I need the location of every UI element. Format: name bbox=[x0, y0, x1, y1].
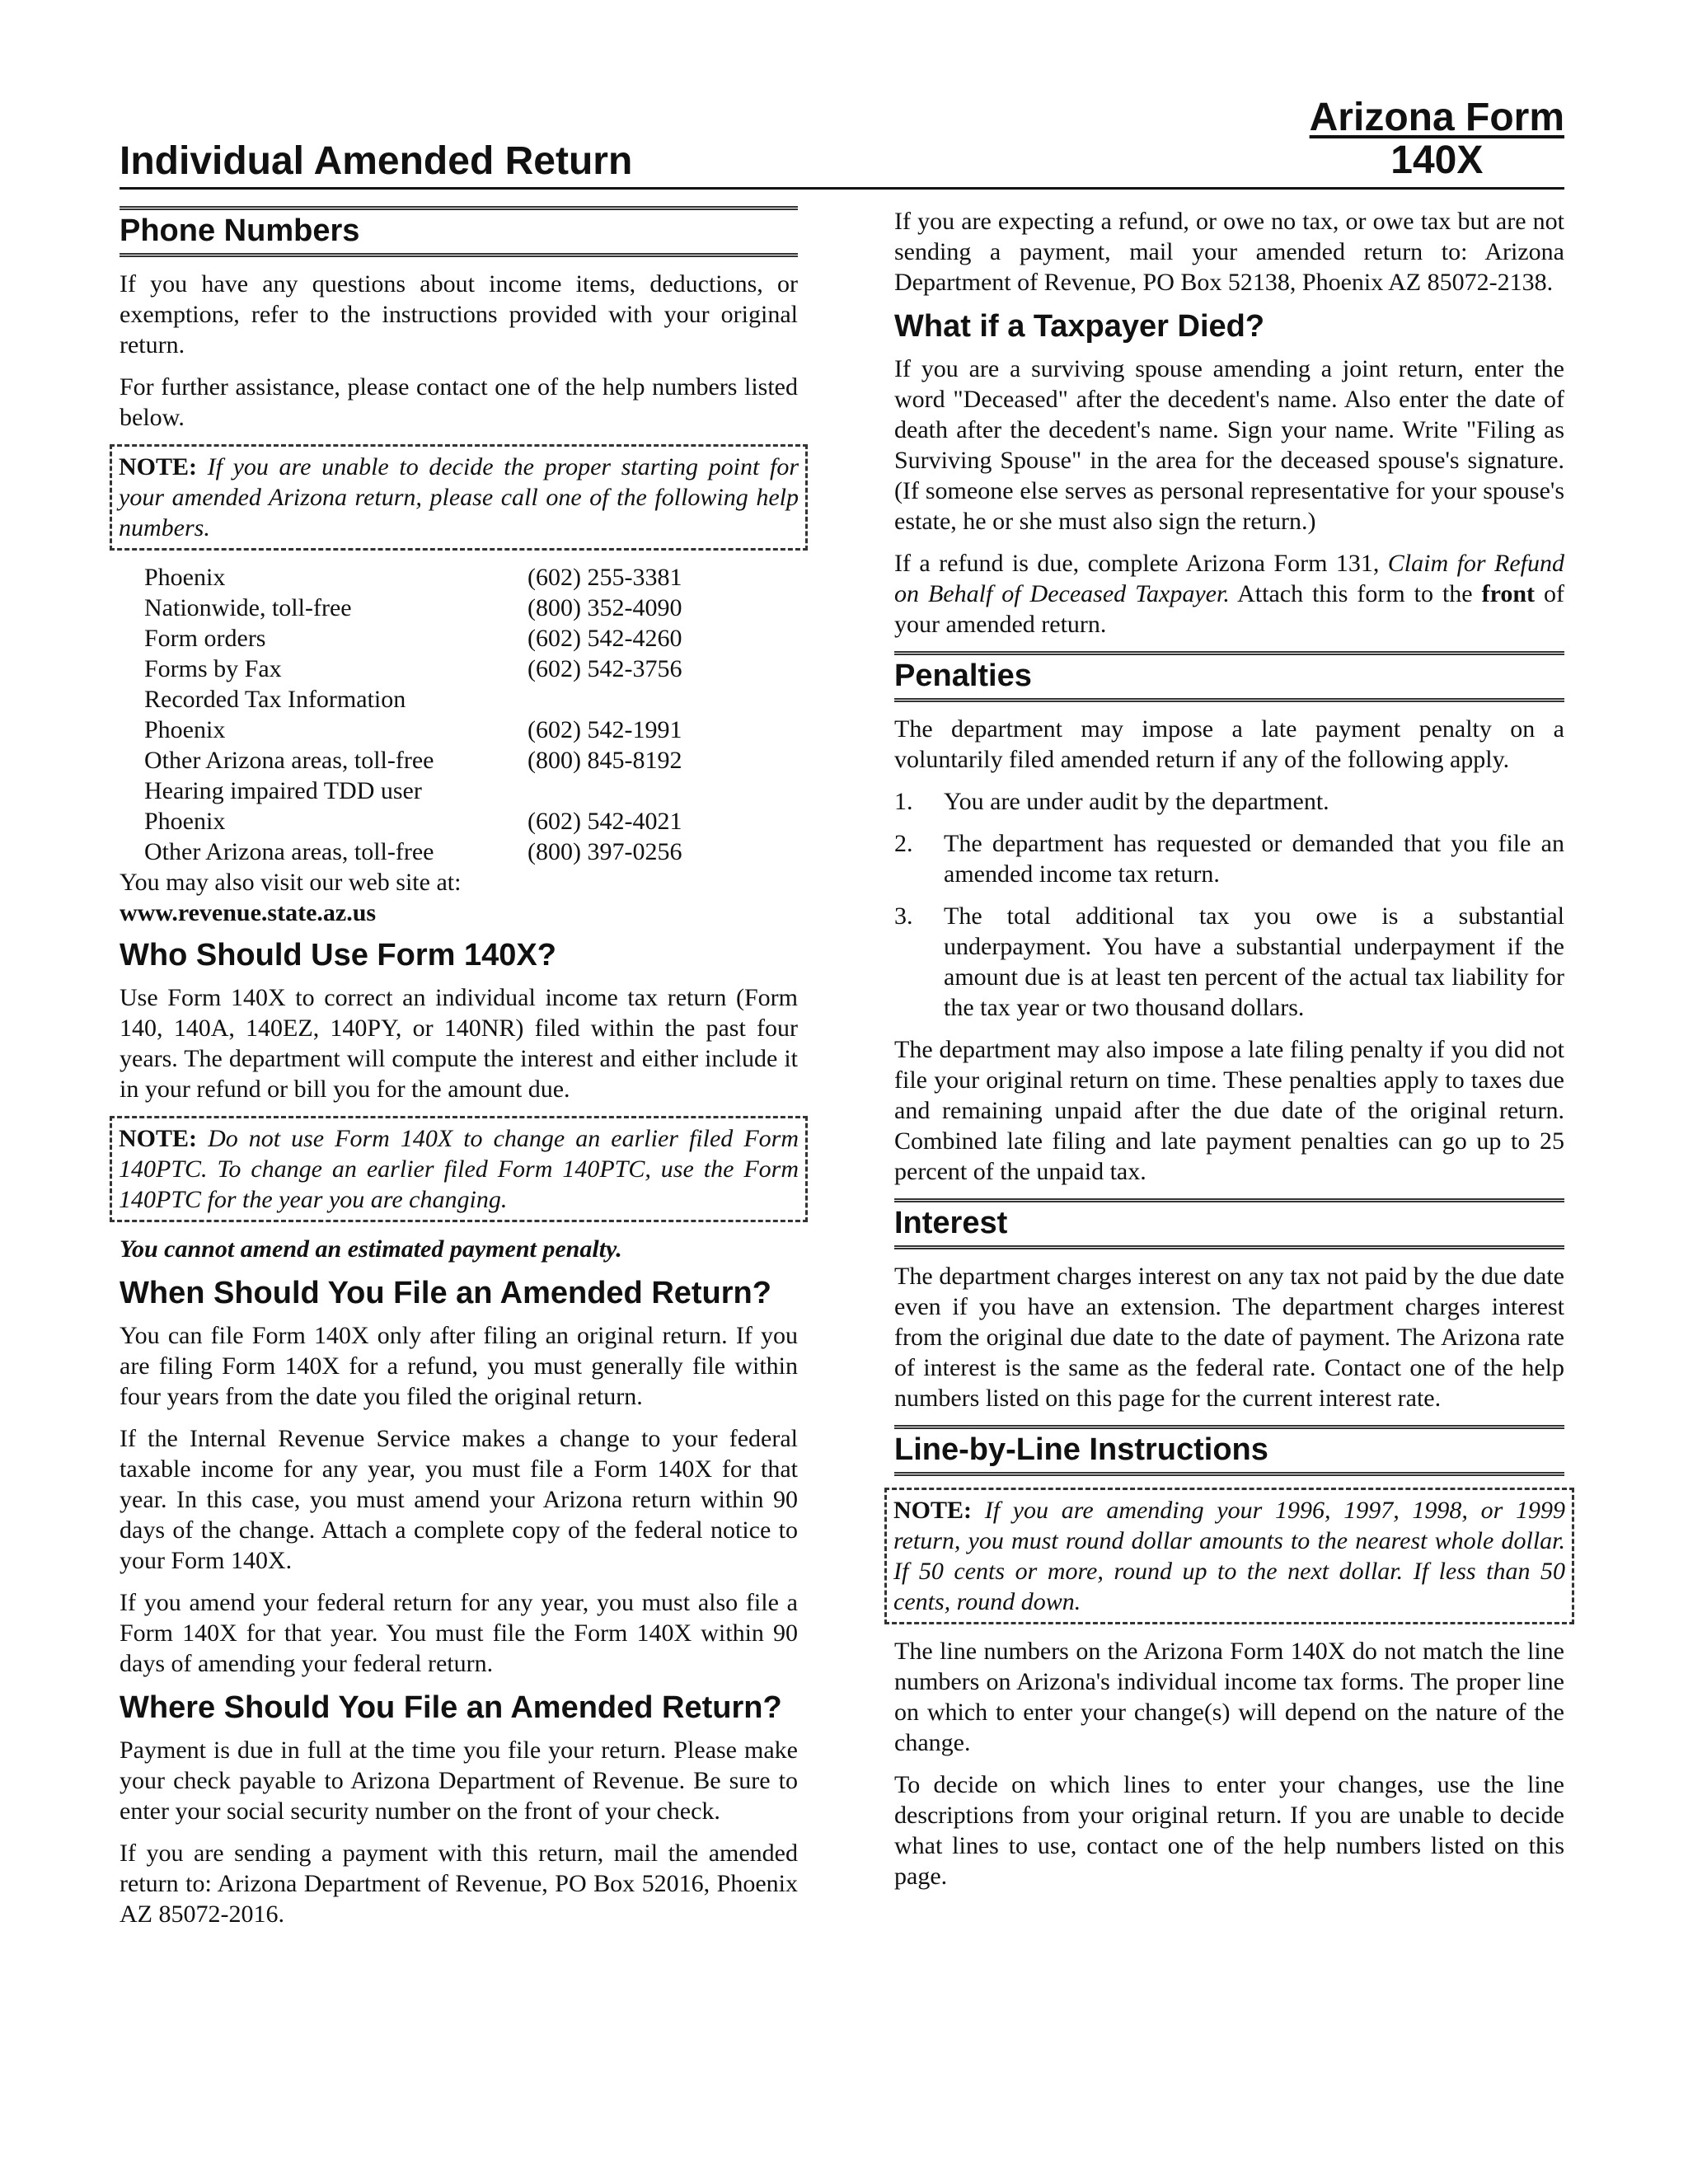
phone-row bbox=[144, 837, 682, 867]
who-should-paragraph: Use Form 140X to correct an individual income tax return (Form 140, 140A, 140EZ, 140PY, or 140NR) filed within the past four years. The department will compute the interest and either include it in your refund or bill you for the amount due. bbox=[120, 984, 798, 1103]
taxpayer-died-heading: What if a Taxpayer Died? bbox=[894, 309, 1265, 344]
interest-heading: Interest bbox=[894, 1206, 1008, 1240]
phone-name: Form orders bbox=[144, 625, 266, 652]
phone-row bbox=[144, 715, 682, 745]
line-by-line-paragraph-1: The line numbers on the Arizona Form 140X do not match the line numbers on Arizona's individual income tax forms. The proper line on which to enter your change(s) will depend on the nature of the change. bbox=[894, 1638, 1564, 1756]
list-number: 3. bbox=[894, 902, 913, 930]
note-label: NOTE: bbox=[119, 1125, 198, 1152]
when-should-paragraph-2: If the Internal Revenue Service makes a change to your federal taxable income for any year, you must file a Form 140X for that year. In this case, you must amend your Arizona return within 90 days of the change. Attach a complete copy of the federal notice to your Form 140X. bbox=[120, 1425, 798, 1574]
phone-list bbox=[144, 562, 682, 867]
text-run: of your amended return. bbox=[894, 580, 1564, 638]
list-text: The total additional tax you owe is a substantial underpayment. You have a substantial underpayment if the amount due is at least ten percent of the actual tax liability for the tax year or two thousand dollars. bbox=[944, 902, 1564, 1021]
phone-number: (602) 542-4021 bbox=[528, 808, 682, 835]
phone-name: Other Arizona areas, toll-free bbox=[144, 838, 434, 865]
phone-name: Phoenix bbox=[144, 808, 226, 835]
interest-paragraph: The department charges interest on any tax not paid by the due date even if you have an extension. The department charges interest from the original due date to the date of payment. The Arizona rate of interest is the same as the federal rate. Contact one of the help numbers listed on this page for the current interest rate. bbox=[894, 1263, 1564, 1412]
phone-numbers-heading-bar bbox=[120, 206, 798, 257]
left-column bbox=[120, 206, 798, 1941]
phone-row bbox=[144, 745, 682, 776]
website-link[interactable]: www.revenue.state.az.us bbox=[120, 899, 377, 926]
estimated-penalty-note: You cannot amend an estimated payment penalty. bbox=[120, 1235, 622, 1263]
phone-number: (800) 352-4090 bbox=[528, 594, 682, 621]
page-title: Individual Amended Return bbox=[120, 139, 633, 183]
phone-name: Forms by Fax bbox=[144, 655, 282, 682]
website-text: You may also visit our web site at: bbox=[120, 869, 462, 896]
phone-number: (602) 542-1991 bbox=[528, 716, 682, 743]
note-text: Do not use Form 140X to change an earlier filed Form 140PTC. To change an earlier filed Form 140PTC, use the Form 140PTC for the year you are changing. bbox=[119, 1125, 799, 1213]
line-by-line-note bbox=[884, 1488, 1574, 1624]
phone-name: Recorded Tax Information bbox=[144, 686, 406, 713]
list-text: The department has requested or demanded that you file an amended income tax return. bbox=[944, 830, 1564, 888]
list-number: 1. bbox=[894, 788, 913, 815]
phone-number: (800) 397-0256 bbox=[528, 838, 682, 865]
right-column bbox=[894, 206, 1564, 1903]
header-rule bbox=[120, 187, 1564, 190]
note-text: If you are unable to decide the proper starting point for your amended Arizona return, please call one of the following help numbers. bbox=[119, 453, 799, 541]
form-131-title: Claim for Refund on Behalf of Deceased Taxpayer. bbox=[894, 550, 1564, 607]
where-should-paragraph-1: Payment is due in full at the time you file your return. Please make your check payable to Arizona Department of Revenue. Be sure to enter your social security number on the front of your check. bbox=[120, 1736, 798, 1825]
phone-row bbox=[144, 684, 682, 715]
penalties-list bbox=[894, 786, 1564, 1023]
list-number: 2. bbox=[894, 830, 913, 857]
phone-row bbox=[144, 593, 682, 623]
phone-numbers-paragraph-2: For further assistance, please contact one of the help numbers listed below. bbox=[120, 373, 798, 431]
list-item bbox=[894, 901, 1564, 1023]
where-should-paragraph-2: If you are sending a payment with this return, mail the amended return to: Arizona Department of Revenue, PO Box 52016, Phoenix AZ 85072-2016. bbox=[120, 1840, 798, 1928]
phone-name: Other Arizona areas, toll-free bbox=[144, 747, 434, 774]
phone-row bbox=[144, 806, 682, 837]
phone-number: (602) 255-3381 bbox=[528, 564, 682, 591]
taxpayer-died-paragraph-1: If you are a surviving spouse amending a joint return, enter the word "Deceased" after the decedent's name. Also enter the date of death after the decedent's name. Sign your name. Write "Filing as Surviving Spouse" in the area for the deceased spouse's signature. (If someone else serves as personal representative for your spouse's estate, he or she must also sign the return.) bbox=[894, 355, 1564, 535]
form-number: 140X bbox=[1390, 138, 1484, 182]
when-should-paragraph-1: You can file Form 140X only after filing an original return. If you are filing Form 140X for a refund, you must generally file within four years from the date you filed the original return. bbox=[120, 1322, 798, 1410]
line-by-line-heading-bar bbox=[894, 1425, 1564, 1476]
phone-row bbox=[144, 623, 682, 654]
phone-number: (602) 542-3756 bbox=[528, 655, 682, 682]
form-id bbox=[1310, 96, 1564, 182]
line-by-line-paragraph-2: To decide on which lines to enter your changes, use the line descriptions from your original return. If you are unable to decide what lines to use, contact one of the help numbers listed on this page. bbox=[894, 1771, 1564, 1890]
phone-row bbox=[144, 562, 682, 593]
line-by-line-heading: Line-by-Line Instructions bbox=[894, 1432, 1268, 1467]
phone-name: Nationwide, toll-free bbox=[144, 594, 352, 621]
phone-name: Hearing impaired TDD user bbox=[144, 777, 422, 804]
where-should-paragraph-3: If you are expecting a refund, or owe no tax, or owe tax but are not sending a payment, mail your amended return to: Arizona Department of Revenue, PO Box 52138, Phoenix AZ 85072-2138. bbox=[894, 208, 1564, 296]
phone-number: (602) 542-4260 bbox=[528, 625, 682, 652]
note-text: If you are amending your 1996, 1997, 1998, or 1999 return, you must round dollar amounts to the nearest whole dollar. If 50 cents or more, round up to the next dollar. If less than 50 cents, round down. bbox=[893, 1497, 1566, 1615]
phone-row bbox=[144, 654, 682, 684]
penalties-heading: Penalties bbox=[894, 658, 1032, 693]
list-text: You are under audit by the department. bbox=[944, 788, 1329, 815]
phone-name: Phoenix bbox=[144, 716, 226, 743]
who-should-heading: Who Should Use Form 140X? bbox=[120, 938, 556, 972]
list-item bbox=[894, 786, 1564, 817]
phone-numbers-heading: Phone Numbers bbox=[120, 213, 360, 248]
penalties-paragraph-1: The department may impose a late payment penalty on a voluntarily filed amended return if any of the following apply. bbox=[894, 715, 1564, 773]
phone-number bbox=[528, 776, 682, 806]
who-should-note bbox=[110, 1116, 808, 1222]
phone-number bbox=[528, 684, 682, 715]
form-label: Arizona Form bbox=[1309, 96, 1564, 139]
when-should-paragraph-3: If you amend your federal return for any year, you must also file a Form 140X for that year. You must file the Form 140X within 90 days of amending your federal return. bbox=[120, 1589, 798, 1677]
interest-heading-bar bbox=[894, 1198, 1564, 1249]
list-item bbox=[894, 828, 1564, 889]
where-should-heading: Where Should You File an Amended Return? bbox=[120, 1690, 782, 1725]
when-should-heading: When Should You File an Amended Return? bbox=[120, 1276, 771, 1310]
phone-row bbox=[144, 776, 682, 806]
note-label: NOTE: bbox=[119, 453, 198, 480]
emphasis-front: front bbox=[1481, 580, 1536, 607]
penalties-paragraph-2: The department may also impose a late filing penalty if you did not file your original return on time. These penalties apply to taxes due and remaining unpaid after the due date of the original return. Combined late filing and late payment penalties can go up to 25 percent of the unpaid tax. bbox=[894, 1036, 1564, 1185]
taxpayer-died-paragraph-2 bbox=[894, 548, 1564, 640]
phone-number: (800) 845-8192 bbox=[528, 747, 682, 774]
text-run: If a refund is due, complete Arizona Form 131, bbox=[894, 550, 1388, 577]
phone-name: Phoenix bbox=[144, 564, 226, 591]
penalties-heading-bar bbox=[894, 651, 1564, 702]
phone-numbers-note bbox=[110, 444, 808, 551]
text-run: Attach this form to the bbox=[1229, 580, 1482, 607]
note-label: NOTE: bbox=[893, 1497, 973, 1524]
phone-numbers-paragraph-1: If you have any questions about income items, deductions, or exemptions, refer to the instructions provided with your original return. bbox=[120, 270, 798, 359]
